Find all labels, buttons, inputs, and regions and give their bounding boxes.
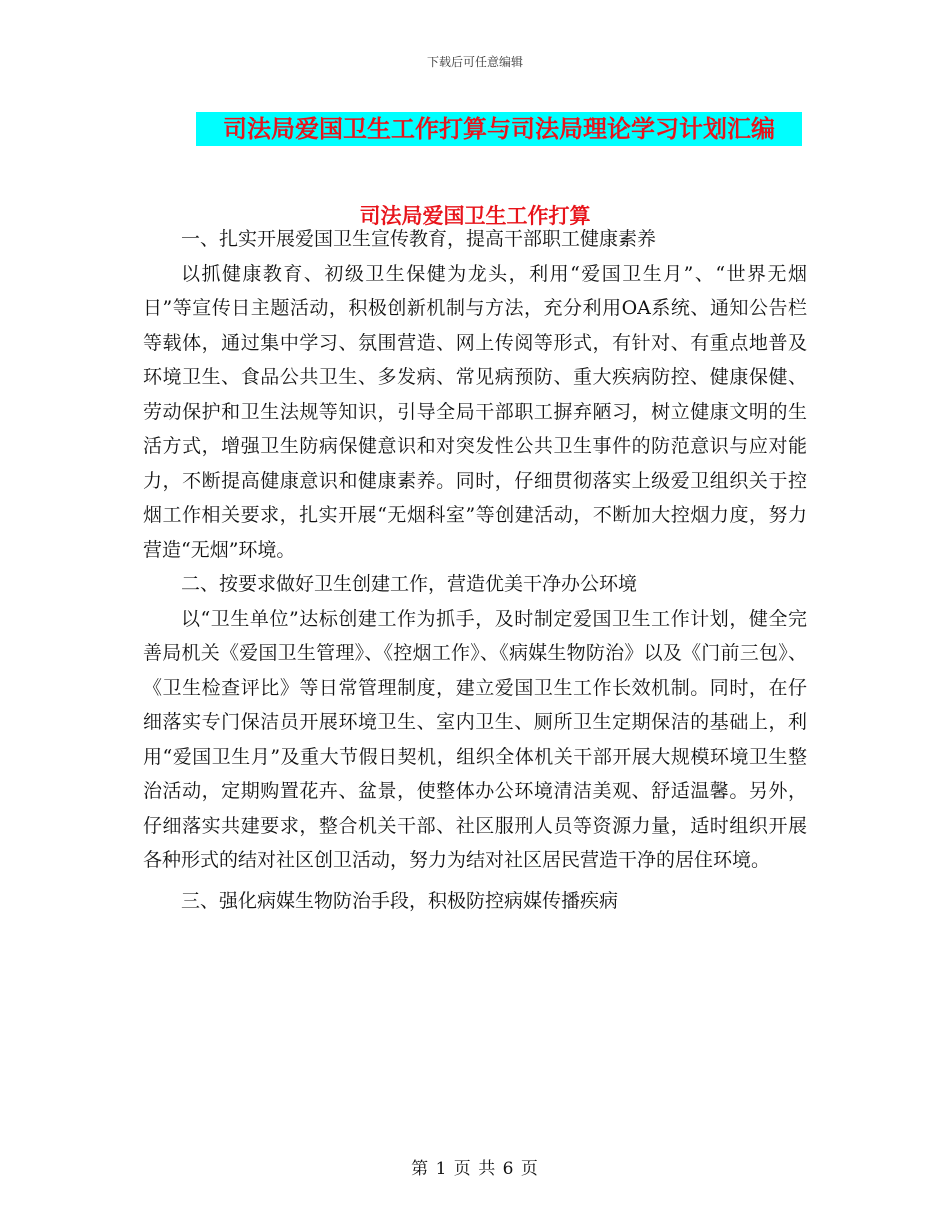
section-title: 司法局爱国卫生工作打算: [359, 203, 591, 228]
paragraph-2: 以“卫生单位”达标创建工作为抓手，及时制定爱国卫生工作计划，健全完善局机关《爱国卫生管理》、《控烟工作》、《病媒生物防治》以及《门前三包》、《卫生检查评比》等日常管理制度，建立爱国卫生工作长效机制。同时，在仔细落实专门保洁员开展环境卫生、室内卫生、厕所卫生定期保洁的基础上，利用“爱国卫生月”及重大节假日契机，组织全体机关干部开展大规模环境卫生整治活动，定期购置花卉、盆景，使整体办公环境清洁美观、舒适温馨。另外，仔细落实共建要求，整合机关干部、社区服刑人员等资源力量，适时组织开展各种形式的结对社区创卫活动，努力为结对社区居民营造干净的居住环境。: [143, 607, 807, 871]
heading-3: 三、强化病媒生物防治手段，积极防控病媒传播疾病: [181, 889, 619, 912]
document-title: 司法局爱国卫生工作打算与司法局理论学习计划汇编: [196, 112, 802, 146]
heading-1: 一、扎实开展爱国卫生宣传教育，提高干部职工健康素养: [181, 228, 657, 250]
header-note: 下载后可任意编辑: [426, 55, 523, 69]
paragraph-1: 以抓健康教育、初级卫生保健为龙头，利用“爱国卫生月”、“世界无烟日”等宣传日主题活动，积极创新机制与方法，充分利用OA系统、通知公告栏等载体，通过集中学习、氛围营造、网上传阅等形式，有针对、有重点地普及环境卫生、食品公共卫生、多发病、常见病预防、重大疾病防控、健康保健、劳动保护和卫生法规等知识，引导全局干部职工摒弃陋习，树立健康文明的生活方式，增强卫生防病保健意识和对突发性公共卫生事件的防范意识与应对能力，不断提高健康意识和健康素养。同时，仔细贯彻落实上级爱卫组织关于控烟工作相关要求，扎实开展“无烟科室”等创建活动，不断加大控烟力度，努力营造“无烟”环境。: [143, 262, 807, 561]
page-footer: 第 1 页 共 6 页: [411, 1159, 539, 1179]
heading-2: 二、按要求做好卫生创建工作，营造优美干净办公环境: [181, 573, 638, 595]
document-body: [143, 222, 807, 918]
